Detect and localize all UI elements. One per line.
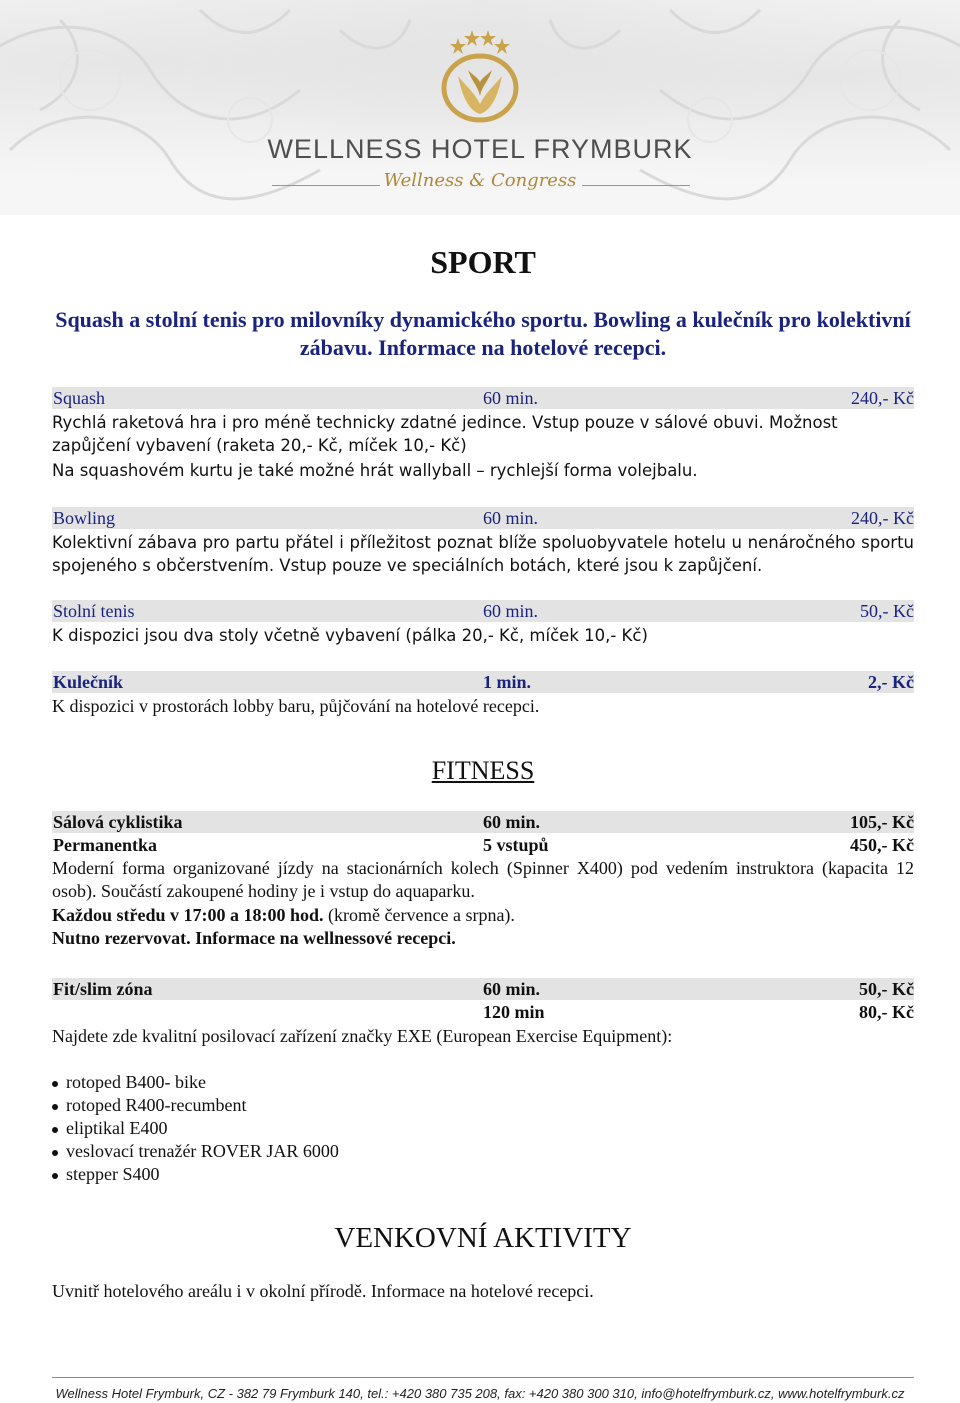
list-item: rotoped B400- bike: [52, 1071, 339, 1094]
tagline: Wellness & Congress: [383, 170, 577, 191]
activity-price: 50,- Kč: [859, 979, 914, 999]
activity-price: 240,- Kč: [851, 508, 914, 528]
list-item: rotoped R400-recumbent: [52, 1094, 339, 1117]
schedule-days: Každou středu v 17:00 a 18:00 hod.: [52, 905, 324, 925]
activity-name: Kulečník: [53, 672, 124, 692]
activity-duration: 60 min.: [483, 508, 539, 528]
footer-divider: [52, 1377, 914, 1378]
section-title-fitness: FITNESS: [431, 756, 535, 785]
section-title-outdoor: VENKOVNÍ AKTIVITY: [334, 1222, 632, 1254]
activity-duration: 120 min: [483, 1002, 545, 1022]
section-title-sport: SPORT: [430, 244, 536, 280]
activity-duration: 60 min.: [483, 979, 541, 999]
billiards-description: K dispozici v prostorách lobby baru, půjčování na hotelové recepci.: [52, 696, 540, 716]
activity-name: Bowling: [53, 508, 116, 528]
activity-duration: 60 min.: [483, 601, 539, 621]
fit-zone-description: Najdete zde kvalitní posilovací zařízení značky EXE (European Exercise Equipment):: [52, 1026, 673, 1046]
list-item: veslovací trenažér ROVER JAR 6000: [52, 1140, 339, 1163]
activity-duration: 1 min.: [483, 672, 532, 692]
sport-intro: Squash a stolní tenis pro milovníky dynamického sportu. Bowling a kulečník pro kolektivní zábavu. Informace na hotelové recepci.: [55, 307, 911, 360]
price-row-pass: [52, 834, 914, 856]
activity-duration: 60 min.: [483, 812, 541, 832]
activity-price: 80,- Kč: [859, 1002, 914, 1022]
squash-wallyball-note: Na squashovém kurtu je také možné hrát wallyball – rychlejší forma volejbalu.: [52, 461, 698, 480]
footer-contact: Wellness Hotel Frymburk, CZ - 382 79 Frymburk 140, tel.: +420 380 735 208, fax: +420 380 300 310, info@hotelfrymburk.cz, www.hotelfrymburk.cz: [55, 1386, 905, 1401]
list-item: eliptikal E400: [52, 1117, 339, 1140]
bowling-description: Kolektivní zábava pro partu přátel i příležitost poznat blíže spoluobyvatele hotelu u nenáročného sportu spojeného s občerstvením. Vstup pouze ve speciálních botách, které jsou k zapůjčení.: [52, 533, 914, 575]
activity-duration: 60 min.: [483, 388, 539, 408]
activity-name: Sálová cyklistika: [53, 812, 183, 832]
hotel-logo-emblem: [424, 26, 536, 126]
activity-name: Stolní tenis: [53, 601, 135, 621]
activity-price: 240,- Kč: [851, 388, 914, 408]
activity-price: 50,- Kč: [860, 601, 914, 621]
equipment-list: [52, 1071, 339, 1186]
price-row-squash: [52, 387, 914, 409]
reservation-note: Nutno rezervovat. Informace na wellnessové recepci.: [52, 928, 456, 948]
activity-duration: 5 vstupů: [483, 835, 549, 855]
price-row-bowling: [52, 507, 914, 529]
activity-name: Fit/slim zóna: [53, 979, 153, 999]
price-row-cycling: [52, 811, 914, 833]
price-row-billiards: [52, 671, 914, 693]
hotel-name: WELLNESS HOTEL FRYMBURK: [267, 134, 693, 164]
list-item: stepper S400: [52, 1163, 339, 1186]
activity-price: 105,- Kč: [850, 812, 914, 832]
price-row-table-tennis: [52, 600, 914, 622]
table-tennis-description: K dispozici jsou dva stoly včetně vybavení (pálka 20,- Kč, míček 10,- Kč): [52, 626, 648, 645]
schedule-exception: (kromě července a srpna).: [323, 905, 515, 925]
outdoor-description: Uvnitř hotelového areálu i v okolní přírodě. Informace na hotelové recepci.: [52, 1281, 594, 1301]
activity-price: 450,- Kč: [850, 835, 914, 855]
price-row-fit-zone: [52, 978, 914, 1000]
letterhead: [0, 0, 960, 215]
squash-description: Rychlá raketová hra i pro méně technicky zdatné jedince. Vstup pouze v sálové obuvi. Možnost zapůjčení vybavení (raketa 20,- Kč, míček 10,- Kč): [52, 413, 838, 455]
activity-price: 2,- Kč: [868, 672, 914, 692]
cycling-schedule: [52, 904, 914, 927]
activity-name: Squash: [53, 388, 106, 408]
price-row-fit-zone-120: [52, 1001, 914, 1023]
cycling-description: Moderní forma organizované jízdy na stacionárních kolech (Spinner X400) pod vedením instruktora (kapacita 12 osob). Součástí zakoupené hodiny je i vstup do aquaparku.: [52, 858, 914, 901]
activity-name: Permanentka: [53, 835, 157, 855]
